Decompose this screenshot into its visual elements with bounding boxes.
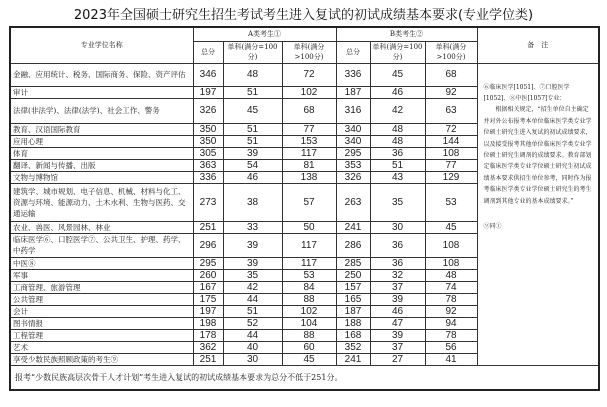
degree-name: 享受少数民族照顾政策的考生⑨ (10, 353, 193, 365)
header-a: A类考生① (193, 27, 336, 41)
header-b-single100: 单科(满分=100分) (370, 41, 425, 63)
a-score-singlegt100: 104 (282, 317, 336, 329)
a-score-single100: 45 (223, 98, 282, 123)
b-score-single100: 30 (370, 221, 425, 233)
header-b-total: 总分 (336, 41, 370, 63)
a-score-single100: 52 (223, 317, 282, 329)
b-score-total: 187 (336, 86, 370, 98)
b-score-total: 188 (336, 317, 370, 329)
a-score-singlegt100: 53 (282, 269, 336, 281)
a-score-single100: 33 (223, 221, 282, 233)
b-score-singlegt100: 74 (425, 281, 477, 293)
a-score-single100: 40 (223, 341, 282, 353)
b-score-total: 352 (336, 341, 370, 353)
b-score-single100: 36 (370, 147, 425, 159)
a-score-total: 197 (193, 305, 223, 317)
b-score-total: 250 (336, 269, 370, 281)
b-score-singlegt100: 72 (425, 123, 477, 135)
degree-name: 审计 (10, 86, 193, 98)
a-score-total: 198 (193, 317, 223, 329)
a-score-single100: 48 (223, 63, 282, 86)
a-score-single100: 46 (223, 171, 282, 183)
b-score-singlegt100: 68 (425, 63, 477, 86)
degree-name: 体育 (10, 147, 193, 159)
a-score-singlegt100: 88 (282, 329, 336, 341)
b-score-single100: 39 (370, 293, 425, 305)
degree-name: 农业、兽医、风景园林、林业 (10, 221, 193, 233)
b-score-single100: 36 (370, 233, 425, 257)
b-score-singlegt100: 63 (425, 98, 477, 123)
page-title: 2023年全国硕士研究生招生考试考生进入复试的初试成绩基本要求(专业学位类) (73, 8, 534, 23)
a-score-singlegt100: 102 (282, 86, 336, 98)
a-score-total: 251 (193, 221, 223, 233)
a-score-singlegt100: 72 (282, 63, 336, 86)
b-score-single100: 39 (370, 329, 425, 341)
header-remarks: 备 注 (477, 27, 599, 63)
b-score-total: 263 (336, 183, 370, 221)
footer-note: 报考“少数民族高层次骨干人才计划”考生进入复试的初试成绩基本要求为总分不低于251分。 (10, 365, 599, 390)
b-score-total: 340 (336, 123, 370, 135)
degree-name: 工商管理、旅游管理 (10, 281, 193, 293)
b-score-single100: 36 (370, 257, 425, 269)
a-score-single100: 44 (223, 329, 282, 341)
b-score-total: 285 (336, 257, 370, 269)
remarks-line: ⑨同① (483, 222, 502, 230)
degree-name: 会计 (10, 305, 193, 317)
b-score-total: 295 (336, 147, 370, 159)
b-score-singlegt100: 92 (425, 305, 477, 317)
a-score-total: 175 (193, 293, 223, 305)
b-score-total: 165 (336, 293, 370, 305)
degree-name: 金融、应用统计、税务、国际商务、保险、资产评估 (10, 63, 193, 86)
b-score-single100: 48 (370, 135, 425, 147)
degree-name: 军事 (10, 269, 193, 281)
b-score-singlegt100: 108 (425, 257, 477, 269)
a-score-total: 296 (193, 233, 223, 257)
degree-name: 中医⑧ (10, 257, 193, 269)
a-score-single100: 51 (223, 305, 282, 317)
a-score-total: 178 (193, 329, 223, 341)
a-score-single100: 51 (223, 135, 282, 147)
a-score-single100: 54 (223, 159, 282, 171)
b-score-singlegt100: 53 (425, 183, 477, 221)
b-score-total: 316 (336, 98, 370, 123)
a-score-single100: 42 (223, 281, 282, 293)
a-score-total: 167 (193, 281, 223, 293)
a-score-total: 326 (193, 98, 223, 123)
b-score-total: 168 (336, 329, 370, 341)
a-score-total: 197 (193, 86, 223, 98)
a-score-total: 295 (193, 257, 223, 269)
a-score-total: 363 (193, 159, 223, 171)
remarks-cell (477, 63, 599, 365)
degree-name: 工程管理 (10, 329, 193, 341)
degree-name: 翻译、新闻与传播、出版 (10, 159, 193, 171)
a-score-total: 350 (193, 123, 223, 135)
a-score-singlegt100: 102 (282, 305, 336, 317)
b-score-singlegt100: 77 (425, 159, 477, 171)
degree-name: 建筑学、城市规划、电子信息、机械、材料与化工、资源与环境、能源动力、土木水利、生物与医药、交通运输 (10, 183, 193, 221)
b-score-single100: 51 (370, 159, 425, 171)
remarks-line: ⑥临床医学[1051]、⑦口腔医学[1052]、⑧中医[1057]专业： (483, 83, 570, 102)
a-score-single100: 30 (223, 353, 282, 365)
b-score-singlegt100: 94 (425, 317, 477, 329)
b-score-total: 340 (336, 135, 370, 147)
b-score-single100: 47 (370, 317, 425, 329)
degree-name: 公共管理 (10, 293, 193, 305)
header-a-total: 总分 (193, 41, 223, 63)
a-score-total: 305 (193, 147, 223, 159)
a-score-single100: 38 (223, 183, 282, 221)
b-score-singlegt100: 129 (425, 171, 477, 183)
degree-name: 临床医学⑥、口腔医学⑦、公共卫生、护理、药学、中药学 (10, 233, 193, 257)
b-score-total: 326 (336, 171, 370, 183)
a-score-total: 362 (193, 341, 223, 353)
a-score-single100: 51 (223, 86, 282, 98)
a-score-single100: 44 (223, 293, 282, 305)
b-score-singlegt100: 41 (425, 353, 477, 365)
header-a-single100: 单科(满分=100分) (223, 41, 282, 63)
degree-name: 文物与博物馆 (10, 171, 193, 183)
b-score-singlegt100: 45 (425, 221, 477, 233)
a-score-total: 273 (193, 183, 223, 221)
a-score-total: 260 (193, 269, 223, 281)
header-a-singlegt100: 单科(满分>100分) (282, 41, 336, 63)
b-score-single100: 46 (370, 86, 425, 98)
degree-name: 教育、汉语国际教育 (10, 123, 193, 135)
b-score-total: 241 (336, 353, 370, 365)
b-score-single100: 35 (370, 183, 425, 221)
a-score-singlegt100: 138 (282, 171, 336, 183)
b-score-single100: 27 (370, 353, 425, 365)
b-score-total: 353 (336, 159, 370, 171)
degree-name: 应用心理 (10, 135, 193, 147)
b-score-singlegt100: 108 (425, 233, 477, 257)
a-score-singlegt100: 88 (282, 293, 336, 305)
a-score-singlegt100: 77 (282, 123, 336, 135)
a-score-single100: 51 (223, 123, 282, 135)
b-score-singlegt100: 78 (425, 293, 477, 305)
b-score-total: 241 (336, 221, 370, 233)
b-score-total: 336 (336, 63, 370, 86)
a-score-singlegt100: 50 (282, 221, 336, 233)
degree-name: 艺术 (10, 341, 193, 353)
a-score-singlegt100: 81 (282, 159, 336, 171)
b-score-single100: 46 (370, 305, 425, 317)
a-score-singlegt100: 84 (282, 281, 336, 293)
a-score-total: 251 (193, 353, 223, 365)
b-score-total: 187 (336, 305, 370, 317)
b-score-singlegt100: 48 (425, 269, 477, 281)
header-name: 专业学位名称 (10, 27, 193, 63)
a-score-single100: 39 (223, 233, 282, 257)
a-score-singlegt100: 45 (282, 353, 336, 365)
degree-name: 图书情报 (10, 317, 193, 329)
b-score-single100: 37 (370, 341, 425, 353)
a-score-singlegt100: 117 (282, 147, 336, 159)
a-score-singlegt100: 60 (282, 341, 336, 353)
b-score-singlegt100: 144 (425, 135, 477, 147)
a-score-total: 350 (193, 135, 223, 147)
b-score-singlegt100: 56 (425, 341, 477, 353)
a-score-singlegt100: 117 (282, 257, 336, 269)
a-score-total: 336 (193, 171, 223, 183)
degree-name: 法律(非法学)、法律(法学)、社会工作、警务 (10, 98, 193, 123)
score-table (9, 26, 600, 391)
b-score-single100: 37 (370, 281, 425, 293)
a-score-singlegt100: 153 (282, 135, 336, 147)
table-row (10, 63, 599, 86)
header-b-singlegt100: 单科(满分>100分) (425, 41, 477, 63)
a-score-single100: 39 (223, 147, 282, 159)
b-score-single100: 45 (370, 63, 425, 86)
a-score-total: 346 (193, 63, 223, 86)
a-score-single100: 35 (223, 269, 282, 281)
b-score-single100: 48 (370, 123, 425, 135)
b-score-singlegt100: 108 (425, 147, 477, 159)
a-score-singlegt100: 68 (282, 98, 336, 123)
b-score-total: 157 (336, 281, 370, 293)
a-score-singlegt100: 57 (282, 183, 336, 221)
b-score-singlegt100: 78 (425, 329, 477, 341)
b-score-single100: 43 (370, 171, 425, 183)
remarks-line: 根据相关规定，“招生单位自主确定并对外公布报考本单位临床医学类专业学位硕士研究生进入复试的初试成绩要求，以及接受报考其他单位临床医学类专业学位硕士研究生调剂的成绩要求。教育部划定临床医学类专业学位硕士研究生初试成绩基本要求供招生单位参考，同时作为报考临床医学类专业学位硕士研究生的考生调剂到其他专业的基本成绩要求。” (483, 106, 592, 205)
b-score-total: 286 (336, 233, 370, 257)
a-score-single100: 39 (223, 257, 282, 269)
b-score-singlegt100: 92 (425, 86, 477, 98)
a-score-singlegt100: 117 (282, 233, 336, 257)
b-score-single100: 32 (370, 269, 425, 281)
b-score-single100: 42 (370, 98, 425, 123)
header-b: B类考生② (336, 27, 477, 41)
